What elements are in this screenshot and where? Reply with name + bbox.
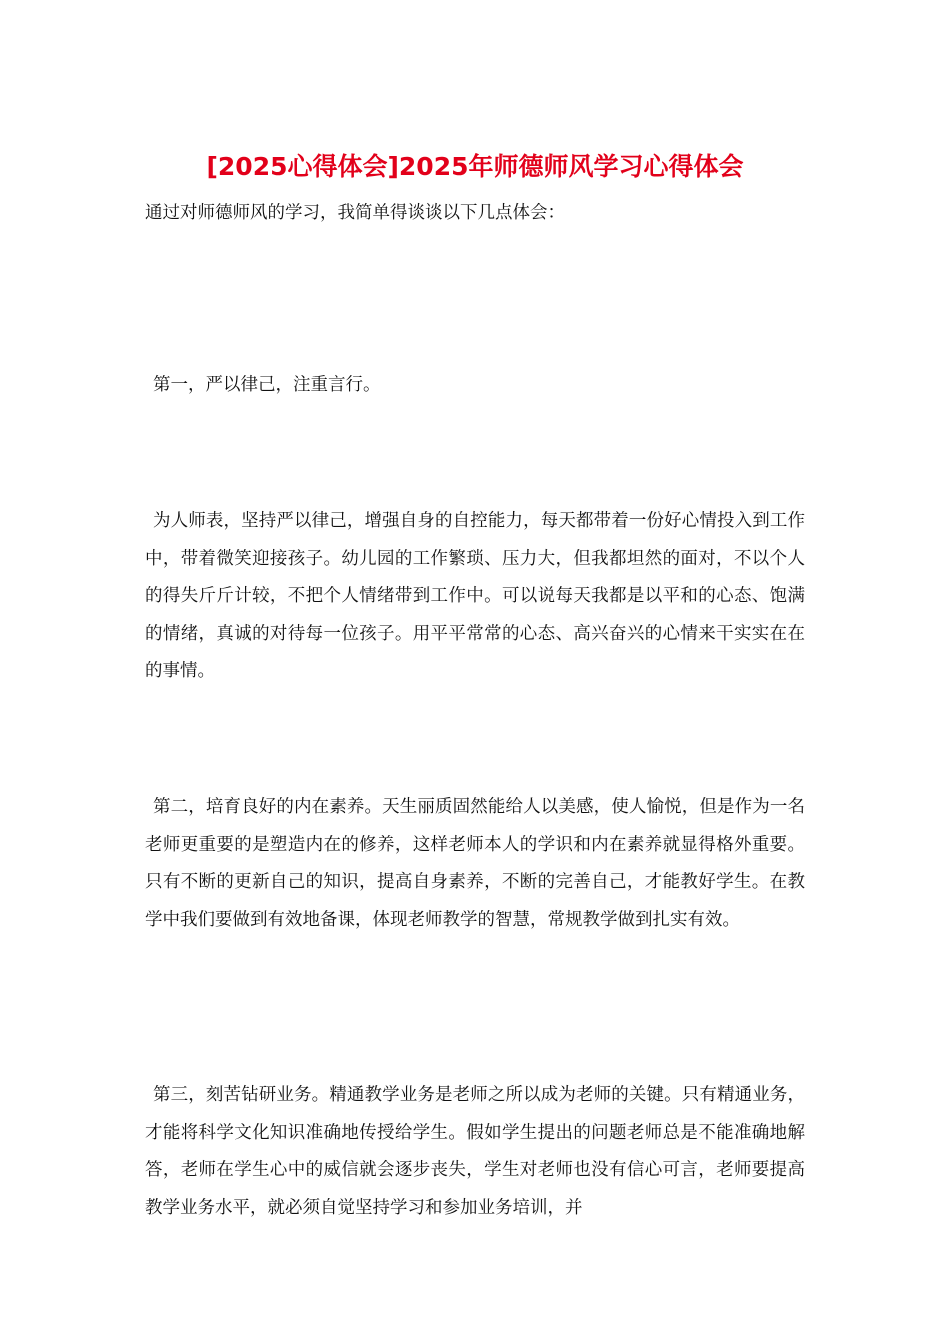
paragraph-third: 第三，刻苦钻研业务。精通教学业务是老师之所以成为老师的关键。只有精通业务，才能将科学文化知识准确地传授给学生。假如学生提出的问题老师总是不能准确地解答，老师在学生心中的威信就会逐步丧失，学生对老师也没有信心可言，老师要提高教学业务水平，就必须自觉坚持学习和参加业务培训，并 <box>145 1085 805 1218</box>
paragraph-body-first: 为人师表，坚持严以律己，增强自身的自控能力，每天都带着一份好心情投入到工作中，带着微笑迎接孩子。幼儿园的工作繁琐、压力大，但我都坦然的面对，不以个人的得失斤斤计较，不把个人情绪带到工作中。可以说每天我都是以平和的心态、饱满的情绪，真诚的对待每一位孩子。用平平常常的心态、高兴奋兴的心情来干实实在在的事情。 <box>145 511 805 681</box>
intro-paragraph: 通过对师德师风的学习，我简单得谈谈以下几点体会： <box>145 203 565 223</box>
paragraph-second: 第二，培育良好的内在素养。天生丽质固然能给人以美感，使人愉悦，但是作为一名老师更重要的是塑造内在的修养，这样老师本人的学识和内在素养就显得格外重要。只有不断的更新自己的知识，提高自身素养，不断的完善自己，才能教好学生。在教学中我们要做到有效地备课，体现老师教学的智慧，常规教学做到扎实有效。 <box>145 797 805 930</box>
paragraph-heading-first: 第一，严以律己，注重言行。 <box>153 375 381 395</box>
document-title: [2025心得体会]2025年师德师风学习心得体会 <box>206 152 744 181</box>
